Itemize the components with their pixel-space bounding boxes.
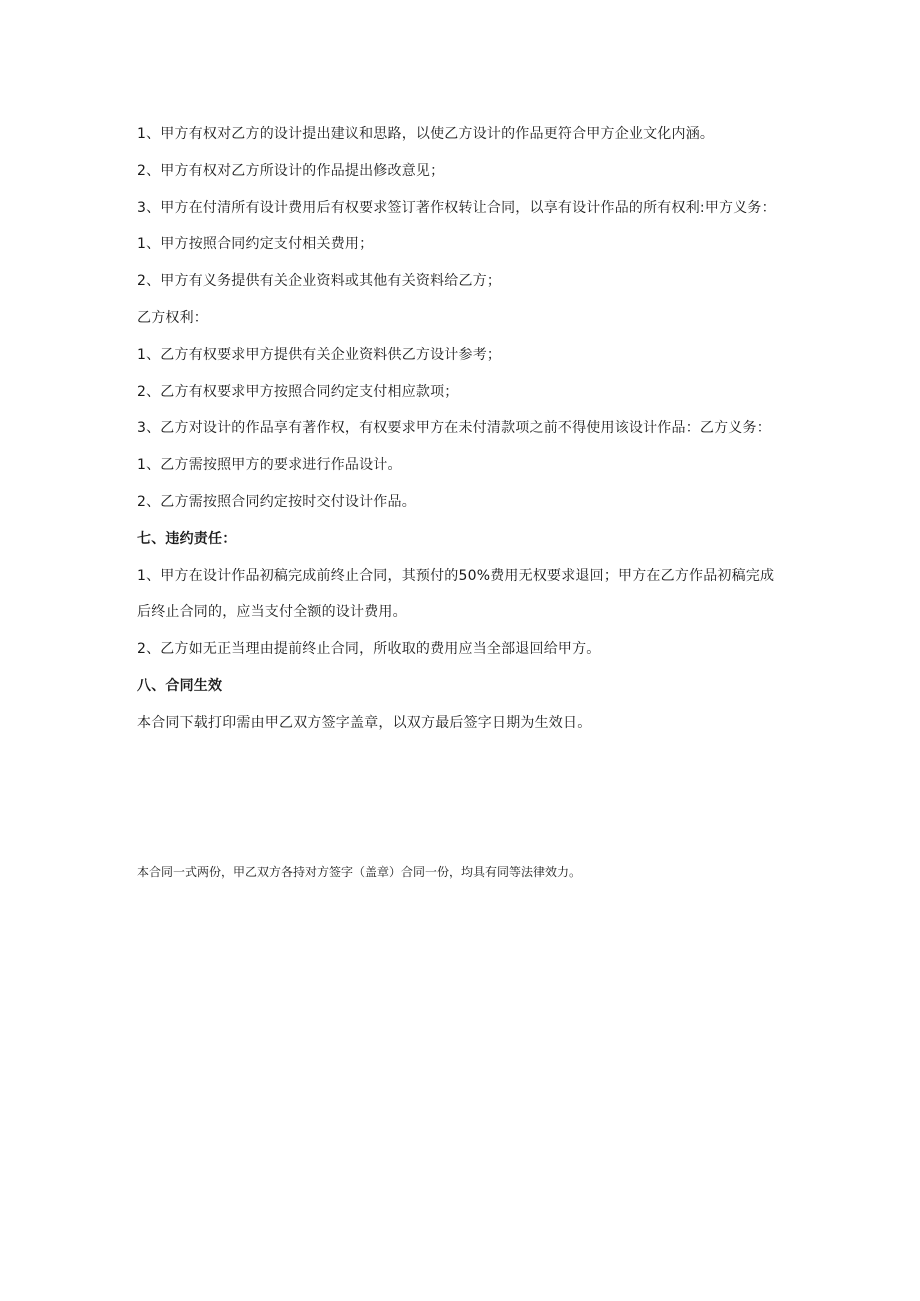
contract-body [137, 116, 787, 742]
party-a-right-2: 2、甲方有权对乙方所设计的作品提出修改意见； [137, 162, 445, 179]
party-b-right-2: 2、乙方有权要求甲方按照合同约定支付相应款项； [137, 383, 459, 400]
breach-clause-1: 1、甲方在设计作品初稿完成前终止合同，其预付的50%费用无权要求退回；甲方在乙方作品初稿完成后终止合同的，应当支付全额的设计费用。 [137, 567, 775, 621]
copies-footnote: 本合同一式两份，甲乙双方各持对方签字（盖章）合同一份，均具有同等法律效力。 [137, 865, 582, 879]
party-b-right-3: 3、乙方对设计的作品享有著作权，有权要求甲方在未付清款项之前不得使用该设计作品：乙方义务： [137, 420, 771, 437]
breach-clause-2: 2、乙方如无正当理由提前终止合同，所收取的费用应当全部退回给甲方。 [137, 641, 601, 658]
party-a-right-1: 1、甲方有权对乙方的设计提出建议和思路，以使乙方设计的作品更符合甲方企业文化内涵。 [137, 126, 715, 142]
party-b-rights-heading: 乙方权利： [137, 309, 208, 326]
section-8-heading: 八、合同生效 [137, 677, 223, 694]
party-a-right-3: 3、甲方在付清所有设计费用后有权要求签订著作权转让合同，以享有设计作品的所有权利:甲方义务： [137, 199, 776, 216]
party-b-right-1: 1、乙方有权要求甲方提供有关企业资料供乙方设计参考； [137, 346, 502, 363]
party-b-duty-1: 1、乙方需按照甲方的要求进行作品设计。 [137, 457, 402, 474]
party-a-duty-2: 2、甲方有义务提供有关企业资料或其他有关资料给乙方； [137, 273, 502, 290]
party-a-duty-1: 1、甲方按照合同约定支付相关费用； [137, 236, 374, 253]
party-b-duty-2: 2、乙方需按照合同约定按时交付设计作品。 [137, 493, 416, 510]
effectiveness-clause: 本合同下载打印需由甲乙双方签字盖章，以双方最后签字日期为生效日。 [137, 714, 592, 731]
section-7-heading: 七、违约责任： [137, 530, 237, 547]
